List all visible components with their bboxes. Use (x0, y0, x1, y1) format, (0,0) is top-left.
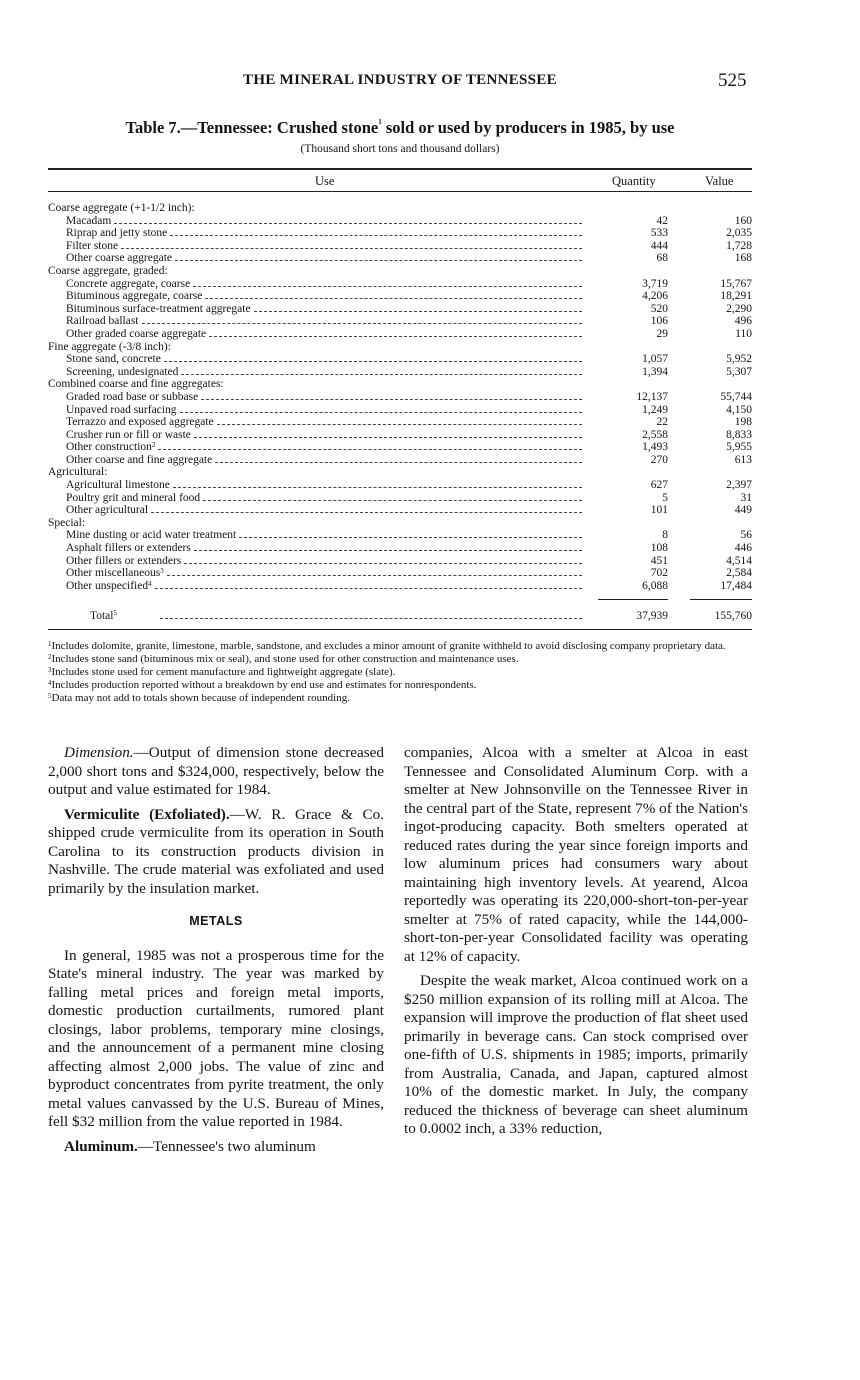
row-quantity: 520 (650, 302, 668, 315)
row-value: 449 (734, 504, 752, 517)
leader-dots (239, 537, 582, 538)
leader-dots (164, 361, 582, 362)
aluminum-paragraph: Aluminum.—Tennessee's two aluminum (64, 1137, 316, 1155)
total-label: Total$^5$ (90, 609, 117, 622)
row-label: Bituminous surface-treatment aggregate (66, 302, 251, 315)
row-quantity: 101 (650, 504, 668, 517)
leader-dots (175, 260, 582, 261)
leader-dots (155, 588, 582, 589)
leader-dots (203, 500, 582, 501)
table-row (48, 542, 752, 555)
footnote: $^2$Includes stone sand (bituminous mix or seal), and stone used for other construction and maintenance uses. (48, 653, 519, 665)
crushed-stone-table (48, 202, 752, 592)
row-label: Screening, undesignated (66, 365, 179, 378)
leader-dots (142, 323, 582, 324)
row-value: 8,833 (726, 428, 752, 441)
row-quantity: 108 (650, 542, 668, 555)
row-label: Other miscellaneous$^3$ (66, 567, 164, 580)
row-value: 18,291 (720, 290, 752, 303)
row-value: 1,728 (726, 239, 752, 252)
row-label: Other graded coarse aggregate (66, 327, 207, 340)
total-value: 155,760 (714, 610, 752, 622)
right-column (404, 744, 748, 1139)
value-sum-rule (690, 599, 752, 600)
row-label: Fine aggregate (-3/8 inch): (48, 340, 171, 353)
row-quantity: 68 (656, 252, 668, 265)
row-quantity: 8 (662, 529, 668, 542)
row-value: 110 (735, 327, 752, 340)
footnote: $^3$Includes stone used for cement manufacture and lightweight aggregate (slate). (48, 666, 396, 678)
leader-dots (114, 223, 582, 224)
table-section-heading (48, 378, 752, 391)
total-quantity: 37,939 (636, 610, 668, 622)
table-row (48, 504, 752, 517)
table-row (48, 290, 752, 303)
row-quantity: 270 (650, 453, 668, 466)
table-row (48, 252, 752, 265)
row-value: 55,744 (720, 390, 752, 403)
row-value: 17,484 (720, 579, 752, 592)
table-row (48, 429, 752, 442)
row-quantity: 6,088 (642, 579, 668, 592)
metals-paragraph: In general, 1985 was not a prosperous time for the State's mineral industry. The year was marked by falling metal prices and foreign metal imports, domestic production curtailments, rumored plant closings, labor problems, temporary mine closings, and the announcement of a permanent mine closing affecting almost 2,000 jobs. The value of zinc and byproduct concentrates from pyrite treatment, the only metal values canvassed by the U.S. Bureau of Mines, fell $32 million from the value reported in 1984. (48, 946, 384, 1130)
row-label: Other fillers or extenders (66, 554, 182, 567)
table-row (48, 404, 752, 417)
row-label: Railroad ballast (66, 315, 139, 328)
table-subtitle: (Thousand short tons and thousand dollars) (300, 143, 500, 155)
table-row (48, 366, 752, 379)
metals-heading: METALS (189, 914, 243, 928)
row-quantity: 533 (650, 227, 668, 240)
quantity-sum-rule (598, 599, 668, 600)
row-quantity: 5 (662, 491, 668, 504)
row-label: Other coarse and fine aggregate (66, 453, 213, 466)
leader-dots (217, 424, 582, 425)
vermiculite-paragraph: Vermiculite (Exfoliated).—W. R. Grace & Co. shipped crude vermiculite from its operation in South Carolina to its construction products division in Nashville. The crude material was exfoliated and used primarily by the insulation market. (48, 805, 385, 897)
table-row (48, 529, 752, 542)
table-section-heading (48, 517, 752, 530)
leader-dots (158, 449, 582, 450)
table-total-row (48, 609, 752, 623)
leader-dots (184, 563, 582, 564)
table-row (48, 454, 752, 467)
row-label: Other coarse aggregate (66, 252, 172, 265)
leader-dots (170, 235, 582, 236)
table-row (48, 328, 752, 341)
table-top-rule (48, 168, 752, 170)
leader-dots (121, 248, 582, 249)
leader-dots (193, 286, 582, 287)
row-quantity: 22 (656, 416, 668, 429)
running-header-title: THE MINERAL INDUSTRY OF TENNESSEE (243, 72, 557, 88)
row-value: 5,307 (726, 365, 752, 378)
leader-dots (205, 298, 582, 299)
table-footnotes (48, 640, 754, 705)
row-label: Filter stone (66, 239, 119, 252)
row-label: Riprap and jetty stone (66, 227, 168, 240)
row-label: Other agricultural (66, 504, 149, 517)
row-label: Terrazzo and exposed aggregate (66, 416, 214, 429)
row-value: 56 (740, 529, 752, 542)
row-value: 31 (740, 491, 752, 504)
row-value: 496 (734, 315, 752, 328)
footnote: $^1$Includes dolomite, granite, limestone, marble, sandstone, and excludes a minor amount of granite withheld to avoid disclosing company proprietary data. (48, 640, 726, 652)
column-header-quantity: Quantity (612, 174, 656, 188)
row-label: Agricultural: (48, 466, 108, 479)
leader-dots (215, 462, 582, 463)
leader-dots (194, 437, 582, 438)
row-value: 613 (734, 453, 752, 466)
row-quantity: 106 (650, 315, 668, 328)
leader-dots (201, 399, 582, 400)
alcoa-paragraph: companies, Alcoa with a smelter at Alcoa in east Tennessee and Consolidated Aluminum Corp. with a smelter at New Johnsonville on the Tennessee River in the central part of the State, represent 7% of the Nation's ingot-producing capacity. Both smelters operated at reduced rates during the year since foreign imports and low aluminum prices had consumers wary about maintaining high inventory levels. At yearend, Alcoa reportedly was operating its 220,000-short-ton-per-year smelter at 75% of rated capacity, while the 144,000-short-ton-per-year Consolidated facility was operating at 12% of capacity. (404, 744, 748, 965)
table-section-heading (48, 265, 752, 278)
row-label: Stone sand, concrete (66, 353, 161, 366)
row-label: Agricultural limestone (66, 479, 170, 492)
row-label: Other construction$^2$ (66, 441, 156, 454)
row-value: 4,514 (726, 554, 752, 567)
row-value: 198 (734, 416, 752, 429)
row-label: Macadam (66, 214, 112, 227)
row-label: Concrete aggregate, coarse (66, 277, 191, 290)
row-label: Coarse aggregate (+1-1/2 inch): (48, 202, 195, 214)
row-value: 5,952 (726, 353, 752, 366)
column-header-use: Use (315, 174, 335, 188)
row-quantity: 42 (656, 214, 668, 227)
row-value: 168 (734, 252, 752, 265)
leader-dots (160, 618, 582, 619)
dimension-paragraph: Dimension.—Output of dimension stone decreased 2,000 short tons and $324,000, respectively, below the output and value estimated for 1984. (48, 744, 384, 798)
row-quantity: 29 (656, 327, 668, 340)
row-quantity: 1,493 (642, 441, 668, 454)
row-quantity: 4,206 (642, 290, 668, 303)
alcoa-expansion-paragraph: Despite the weak market, Alcoa continued work on a $250 million expansion of its rolling mill at Alcoa. The expansion will improve the production of flat sheet used primarily in beverage cans. Can stock comprised over one-fifth of U.S. shipments in 1985; imports, primarily from Australia, Canada, and Japan, captured almost 10% of the domestic market. In July, the company reduced the thickness of beverage can sheet aluminum to 0.0002 inch, a 33% reduction, (404, 972, 748, 1137)
row-quantity: 2,558 (642, 428, 668, 441)
row-label: Asphalt fillers or extenders (66, 542, 191, 555)
page-number: 525 (718, 70, 747, 91)
leader-dots (151, 512, 582, 513)
table-title: Table 7.—Tennessee: Crushed stone$^1$ sold or used by producers in 1985, by use (125, 118, 675, 137)
table-row (48, 240, 752, 253)
row-value: 4,150 (726, 403, 752, 416)
row-label: Other unspecified$^4$ (66, 579, 152, 592)
leader-dots (167, 575, 582, 576)
row-label: Unpaved road surfacing (66, 403, 177, 416)
row-value: 2,397 (726, 479, 752, 492)
table-row (48, 479, 752, 492)
row-value: 2,290 (726, 302, 752, 315)
row-quantity: 1,057 (642, 353, 668, 366)
row-label: Coarse aggregate, graded: (48, 264, 168, 277)
table-row (48, 416, 752, 429)
table-row (48, 492, 752, 505)
table-row (48, 278, 752, 291)
row-quantity: 627 (650, 479, 668, 492)
table-row (48, 580, 752, 593)
leader-dots (209, 336, 582, 337)
row-quantity: 1,249 (642, 403, 668, 416)
column-header-value: Value (705, 174, 734, 188)
footnote: $^5$Data may not add to totals shown because of independent rounding. (48, 692, 350, 704)
row-value: 2,584 (726, 567, 752, 580)
table-bottom-rule (48, 629, 752, 630)
table-row (48, 353, 752, 366)
row-label: Mine dusting or acid water treatment (66, 529, 237, 542)
row-quantity: 3,719 (642, 277, 668, 290)
table-row (48, 215, 752, 228)
table-row (48, 441, 752, 454)
row-value: 15,767 (720, 277, 752, 290)
row-quantity: 1,394 (642, 365, 668, 378)
leader-dots (181, 374, 582, 375)
row-label: Bituminous aggregate, coarse (66, 290, 203, 303)
row-value: 446 (734, 542, 752, 555)
leader-dots (254, 311, 582, 312)
left-column (48, 744, 384, 1156)
row-label: Crusher run or fill or waste (66, 428, 191, 441)
row-quantity: 702 (650, 567, 668, 580)
table-row (48, 227, 752, 240)
table-header-rule (48, 191, 752, 192)
table-section-heading (48, 341, 752, 354)
footnote: $^4$Includes production reported without a breakdown by end use and estimates for nonrespondents. (48, 679, 477, 691)
row-label: Graded road base or subbase (66, 390, 199, 403)
leader-dots (180, 412, 582, 413)
row-quantity: 12,137 (636, 390, 668, 403)
table-section-heading (48, 466, 752, 479)
row-quantity: 444 (650, 239, 668, 252)
table-row (48, 315, 752, 328)
row-value: 5,955 (726, 441, 752, 454)
row-label: Poultry grit and mineral food (66, 491, 201, 504)
row-value: 2,035 (726, 227, 752, 240)
row-label: Special: (48, 516, 86, 529)
table-section-heading (48, 202, 752, 215)
table-row (48, 391, 752, 404)
leader-dots (173, 487, 582, 488)
row-label: Combined coarse and fine aggregates: (48, 378, 224, 391)
table-row (48, 567, 752, 580)
table-row (48, 555, 752, 568)
row-value: 160 (734, 214, 752, 227)
row-quantity: 451 (650, 554, 668, 567)
leader-dots (194, 550, 582, 551)
table-row (48, 303, 752, 316)
